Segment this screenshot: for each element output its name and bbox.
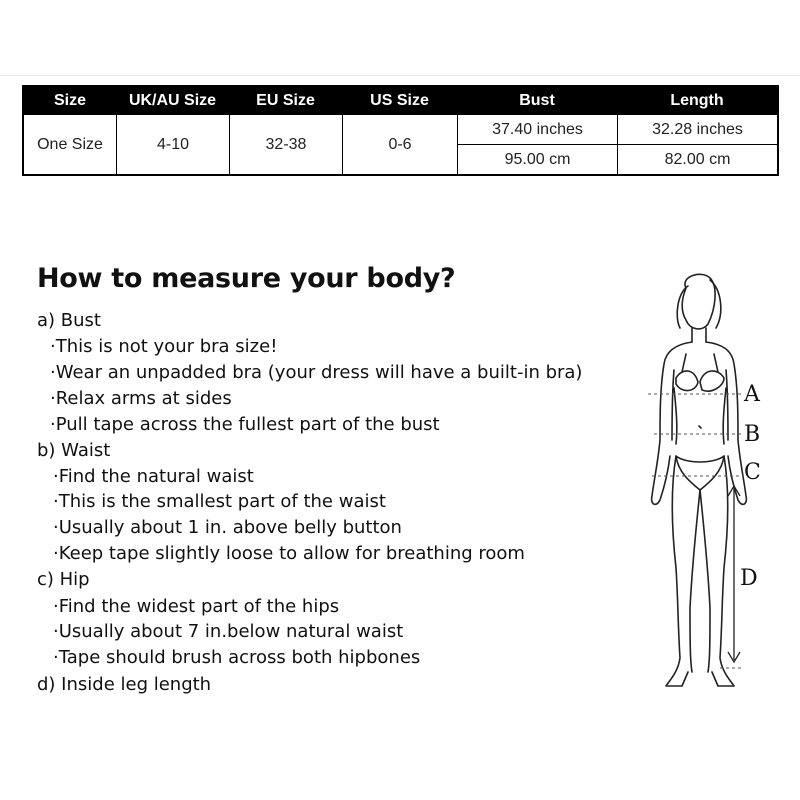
guide-line: ·Find the widest part of the hips — [53, 596, 340, 617]
guide-title: How to measure your body? — [37, 263, 456, 294]
top-divider — [0, 75, 800, 76]
guide-line: ·Usually about 1 in. above belly button — [53, 517, 402, 538]
header-uk-au-size: UK/AU Size — [128, 92, 217, 109]
guide-line: ·Find the natural waist — [53, 466, 254, 487]
size-table-row — [24, 115, 777, 174]
figure-label-c: C — [744, 460, 761, 485]
size-table — [22, 85, 779, 176]
cell-bust-cm: 95.00 cm — [504, 151, 571, 168]
cell-us — [342, 115, 457, 174]
guide-line: ·Relax arms at sides — [50, 388, 232, 409]
size-table-header — [24, 87, 777, 115]
guide-line: ·Pull tape across the fullest part of the bust — [50, 414, 440, 435]
cell-size — [24, 115, 116, 174]
guide-line: ·Tape should brush across both hipbones — [53, 647, 421, 668]
cell-bust — [457, 115, 617, 174]
cell-length — [617, 115, 777, 174]
guide-line: ·This is not your bra size! — [50, 336, 278, 357]
figure-label-a: A — [744, 382, 760, 407]
cell-size-value: One Size — [37, 135, 103, 153]
cell-length-cm: 82.00 cm — [664, 151, 731, 168]
cell-length-inches: 32.28 inches — [618, 115, 777, 145]
figure-label-d: D — [740, 566, 758, 591]
guide-line: ·Keep tape slightly loose to allow for breathing room — [53, 543, 525, 564]
cell-bust-inches: 37.40 inches — [458, 115, 617, 145]
header-eu-size: EU Size — [256, 92, 315, 109]
header-bust: Bust — [519, 92, 555, 109]
cell-eu — [229, 115, 342, 174]
header-size: Size — [53, 92, 86, 109]
guide-line: d) Inside leg length — [37, 674, 212, 695]
guide-line: c) Hip — [37, 569, 90, 590]
guide-line: a) Bust — [37, 310, 101, 331]
figure-label-b: B — [744, 422, 761, 447]
cell-us-value: 0-6 — [388, 135, 412, 153]
guide-line: ·Wear an unpadded bra (your dress will have a built-in bra) — [50, 362, 583, 383]
body-figure — [630, 268, 780, 698]
header-us-size: US Size — [370, 92, 429, 109]
guide-line: ·This is the smallest part of the waist — [53, 491, 386, 512]
guide-line: b) Waist — [37, 440, 111, 461]
header-length: Length — [670, 92, 724, 109]
cell-uk-au — [116, 115, 229, 174]
cell-eu-value: 32-38 — [265, 135, 307, 153]
guide-line: ·Usually about 7 in.below natural waist — [53, 621, 404, 642]
cell-uk-au-value: 4-10 — [156, 135, 190, 153]
